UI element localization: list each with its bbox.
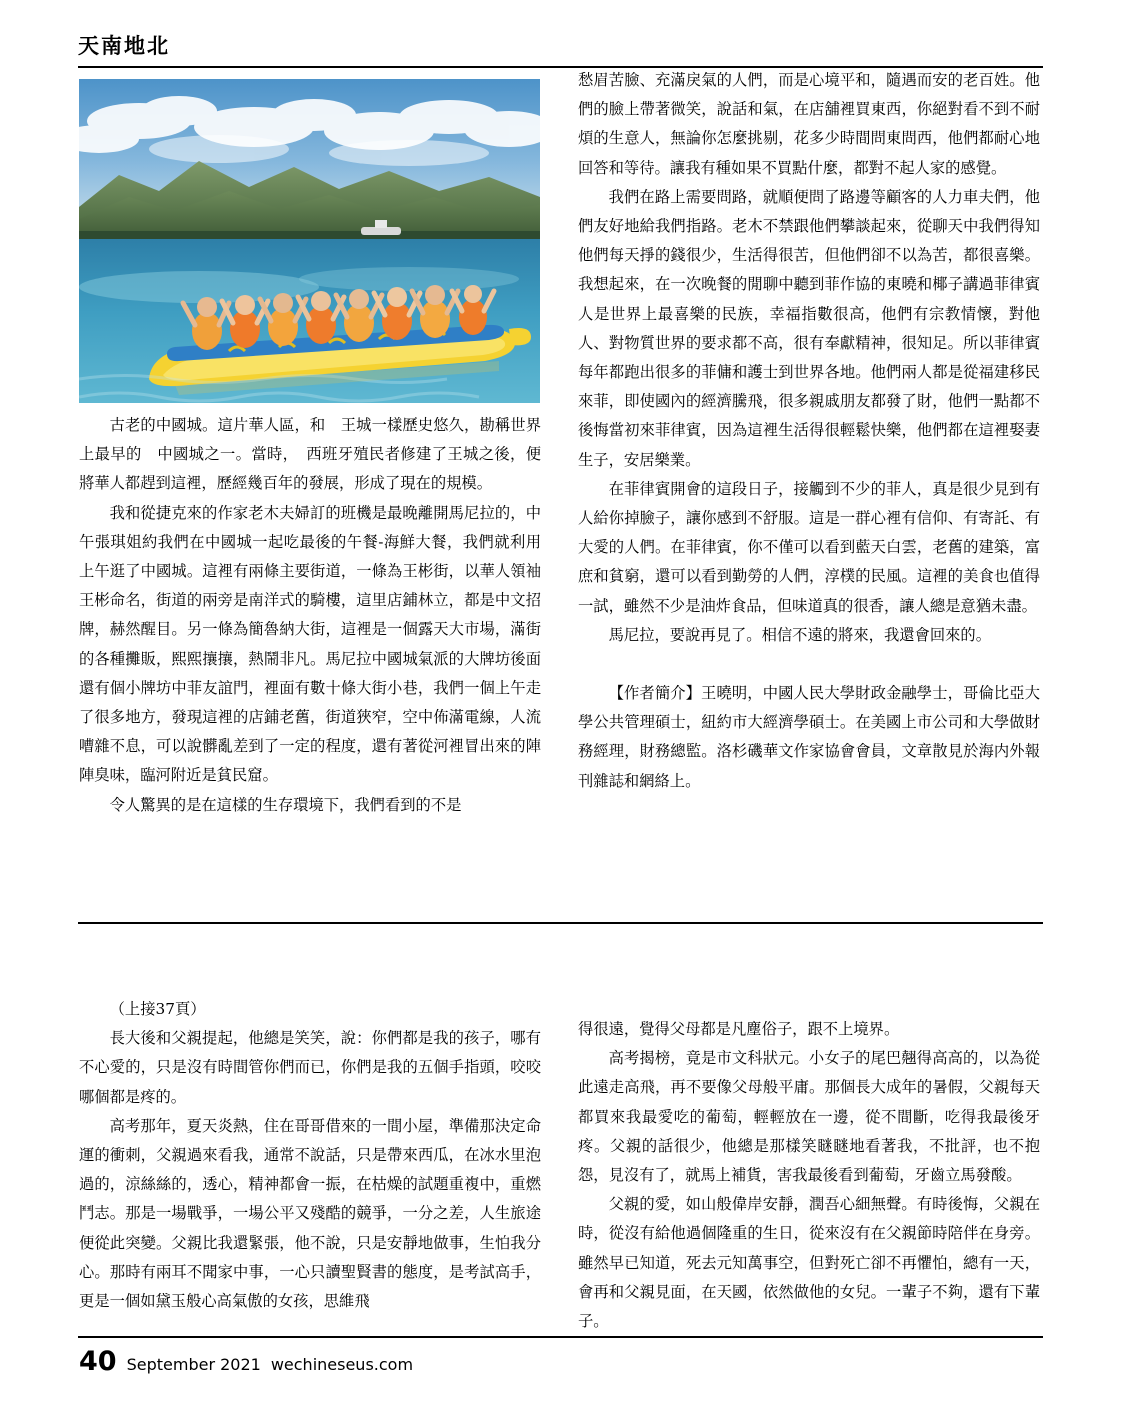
paragraph: 高考那年，夏天炎熱，住在哥哥借來的一間小屋，準備那決定命運的衝刺，父親過來看我，通常不說話，只是帶來西瓜，在冰水里泡過的，涼絲絲的，透心，精神都會一振，在枯燥的試題重複中，重燃鬥志。那是一場戰爭，一場公平又殘酷的競爭，一分之差，人生旅途便從此突變。父親比我還緊張，他不說，只是安靜地做事，生怕我分心。那時有兩耳不聞家中事，一心只讀聖賢書的態度，是考試高手，更是一個如黛玉般心高氣傲的女孩，思維飛 <box>79 1116 541 1311</box>
paragraph: 高考揭榜，竟是市文科狀元。小女子的尾巴翹得高高的，以為從此遠走高飛，再不要像父母般平庸。那個長大成年的暑假，父親每天都買來我最愛吃的葡萄，輕輕放在一邊，從不間斷，吃得我最後牙疼。父親的話很少，他總是那樣笑瞇瞇地看著我，不批評，也不抱怨，見沒有了，就馬上補貨，害我最後看到葡萄，牙齒立馬發酸。 <box>578 1049 1040 1185</box>
article-one-right-column <box>578 66 1040 796</box>
paragraph: 愁眉苦臉、充滿戾氣的人們，而是心境平和，隨遇而安的老百姓。他們的臉上帶著微笑，說話和氣，在店舖裡買東西，你絕對看不到不耐煩的生意人，無論你怎麼挑剔，花多少時間問東問西，他們都耐心地回答和等待。讓我有種如果不買點什麼，都對不起人家的感覺。 <box>578 71 1040 177</box>
paragraph: 在菲律賓開會的這段日子，接觸到不少的菲人，真是很少見到有人給你掉臉子，讓你感到不舒服。這是一群心裡有信仰、有寄託、有大愛的人們。在菲律賓，你不僅可以看到藍天白雲，老舊的建築，富庶和貧窮，還可以看到勤勞的人們，淳樸的民風。這裡的美食也值得一試，雖然不少是油炸食品，但味道真的很香，讓人總是意猶未盡。 <box>578 479 1040 615</box>
paragraph: 古老的中國城。這片華人區，和 王城一樣歷史悠久，勘稱世界上最早的 中國城之一。當時， 西班牙殖民者修建了王城之後，便將華人都趕到這裡，歷經幾百年的發展，形成了現在的規模。 <box>79 416 541 493</box>
paragraph: 我和從捷克來的作家老木夫婦訂的班機是最晚離開馬尼拉的，中午張琪姐約我們在中國城一起吃最後的午餐-海鮮大餐，我們就利用上午逛了中國城。這裡有兩條主要街道，一條為王彬街，以華人領袖王彬命名，街道的兩旁是南洋式的騎樓，這里店鋪林立，都是中文招牌，赫然醒目。另一條為簡魯納大街，這裡是一個露天大市場，滿街的各種攤販，熙熙攘攘，熱鬧非凡。馬尼拉中國城氣派的大牌坊後面還有個小牌坊中菲友誼門，裡面有數十條大街小巷，我們一個上午走了很多地方，發現這裡的店鋪老舊，街道狹窄，空中佈滿電線，人流嘈雜不息，可以說髒亂差到了一定的程度，還有著從河裡冒出來的陣陣臭味，臨河附近是貧民窟。 <box>79 503 541 785</box>
article-photo <box>79 79 540 403</box>
footer-divider <box>78 1336 1043 1338</box>
page-section-title: 天南地北 <box>78 33 170 58</box>
article-one-left-column <box>79 411 541 820</box>
paragraph: 父親的愛，如山般偉岸安靜，潤吾心細無聲。有時後悔，父親在時，從沒有給他過個隆重的生日，從來沒有在父親節時陪伴在身旁。雖然早已知道，死去元知萬事空，但對死亡卻不再懼怕，總有一天，會再和父親見面，在天國，依然做他的女兒。一輩子不夠，還有下輩子。 <box>578 1195 1040 1331</box>
paragraph: 馬尼拉，要說再見了。相信不遠的將來，我還會回來的。 <box>608 625 992 644</box>
paragraph: 令人驚異的是在這樣的生存環境下，我們看到的不是 <box>109 795 462 814</box>
banana-boat-photo <box>79 79 540 403</box>
page-footer <box>79 1346 413 1377</box>
paragraph: 長大後和父親提起，他總是笑笑，說：你們都是我的孩子，哪有不心愛的，只是沒有時間管你們而已，你們是我的五個手指頭，咬咬哪個都是疼的。 <box>79 1029 541 1106</box>
article-divider <box>78 922 1043 924</box>
article-two-right-column <box>578 1015 1040 1336</box>
page-number: 40 <box>79 1346 117 1377</box>
paragraph: 得很遠，覺得父母都是凡塵俗子，跟不上境界。 <box>578 1020 900 1038</box>
author-bio: 【作者簡介】王曉明，中國人民大學財政金融學士，哥倫比亞大學公共管理碩士，紐約市大經濟學碩士。在美國上市公司和大學做財務經理，財務總監。洛杉磯華文作家協會會員，文章散見於海内外報刊雜誌和網絡上。 <box>578 684 1040 790</box>
paragraph: 我們在路上需要問路，就順便問了路邊等顧客的人力車夫們，他們友好地給我們指路。老木不禁跟他們攀談起來，從聊天中我們得知他們每天掙的錢很少，生活得很苦，但他們卻不以為苦，都很喜樂。我想起來，在一次晚餐的閒聊中聽到菲作協的東曉和椰子講過菲律賓人是世界上最喜樂的民族，幸福指數很高，他們有宗教情懷，對他人、對物質世界的要求都不高，很有奉獻精神，很知足。所以菲律賓每年都跑出很多的菲傭和護士到世界各地。他們兩人都是從福建移民來菲，即使國內的經濟騰飛，很多親戚朋友都發了財，他們一點都不後悔當初來菲律賓，因為這裡生活得很輕鬆快樂，他們都在這裡娶妻生子，安居樂業。 <box>578 187 1040 469</box>
issue-date: September 2021 <box>126 1355 261 1374</box>
website-url[interactable]: wechineseus.com <box>270 1355 414 1374</box>
article-two-left-column <box>79 995 541 1316</box>
continuation-note: （上接37頁） <box>109 1000 206 1018</box>
